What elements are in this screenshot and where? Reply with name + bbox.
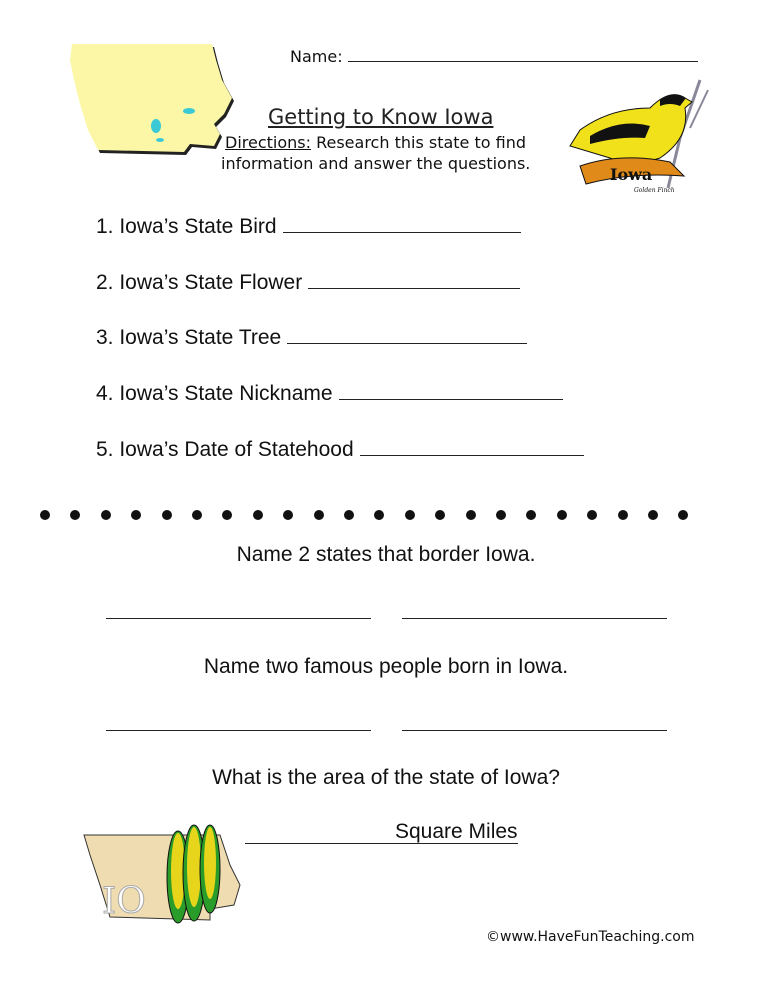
border-state-answer-2[interactable] bbox=[402, 618, 667, 619]
question-4 bbox=[96, 379, 563, 406]
border-states-question: Name 2 states that border Iowa. bbox=[236, 543, 536, 566]
question-label: 4. Iowa’s State Nickname bbox=[96, 382, 333, 405]
question-label: 3. Iowa’s State Tree bbox=[96, 326, 282, 349]
area-units: Square Miles bbox=[395, 820, 518, 843]
famous-people-question: Name two famous people born in Iowa. bbox=[203, 655, 569, 678]
name-label: Name: bbox=[290, 47, 343, 66]
famous-person-answer-1[interactable] bbox=[106, 730, 371, 731]
answer-line[interactable] bbox=[283, 212, 521, 233]
question-3 bbox=[96, 323, 527, 350]
directions-text-2: information and answer the questions. bbox=[221, 154, 531, 173]
golden-finch-image bbox=[550, 78, 720, 194]
area-answer[interactable] bbox=[245, 821, 518, 844]
famous-person-answer-2[interactable] bbox=[402, 730, 667, 731]
banner-state-text: Iowa bbox=[610, 165, 653, 184]
answer-line[interactable] bbox=[287, 323, 527, 344]
question-5 bbox=[96, 435, 584, 462]
directions-text: Research this state to find bbox=[311, 133, 526, 152]
iowa-map-image bbox=[64, 40, 236, 160]
question-1 bbox=[96, 212, 521, 239]
directions bbox=[225, 133, 526, 152]
area-question: What is the area of the state of Iowa? bbox=[212, 766, 560, 789]
answer-line[interactable] bbox=[360, 435, 584, 456]
question-label: 2. Iowa’s State Flower bbox=[96, 271, 303, 294]
question-label: 5. Iowa’s Date of Statehood bbox=[96, 438, 354, 461]
answer-line[interactable] bbox=[339, 379, 563, 400]
question-2 bbox=[96, 268, 520, 295]
answer-line[interactable] bbox=[308, 268, 520, 289]
banner-caption: Golden Finch bbox=[634, 187, 675, 194]
io-letters: IO bbox=[102, 881, 146, 922]
name-input-line[interactable] bbox=[348, 47, 698, 62]
page-title: Getting to Know Iowa bbox=[268, 105, 494, 129]
border-state-answer-1[interactable] bbox=[106, 618, 371, 619]
copyright-footer: ©www.HaveFunTeaching.com bbox=[486, 929, 695, 945]
iowa-corn-image bbox=[80, 805, 250, 925]
directions-label: Directions: bbox=[225, 133, 312, 152]
question-label: 1. Iowa’s State Bird bbox=[96, 215, 277, 238]
